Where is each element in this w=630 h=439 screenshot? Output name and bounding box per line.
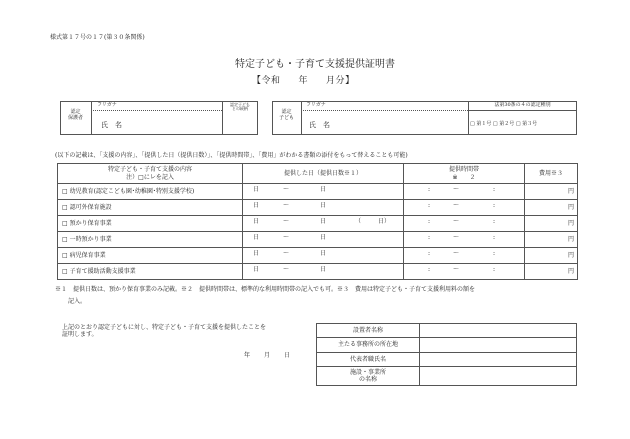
representative-field[interactable]	[420, 353, 577, 367]
provider-field[interactable]	[420, 324, 577, 338]
row-fee[interactable]: 円	[525, 200, 578, 216]
row-time[interactable]: : 〜 :	[404, 248, 525, 264]
row-date[interactable]: 日 〜 日	[243, 184, 404, 200]
header-time: 提供時間帯 ※ ２	[404, 164, 525, 184]
cert-type-3-checkbox[interactable]: □ 第３号	[515, 121, 538, 127]
child-label: 認定 子ども	[278, 109, 294, 121]
table-header-row	[58, 164, 578, 184]
period-open: 【	[252, 76, 262, 86]
facility-name-label: 施設・事業所 の名称	[317, 367, 420, 386]
guardian-furigana-label: フリガナ	[97, 102, 117, 108]
office-address-field[interactable]	[420, 338, 577, 353]
row-content-checkbox[interactable]: □ 幼児教育(認定こども園･幼稚園･特別支援学校)	[58, 184, 243, 200]
row-content-checkbox[interactable]: □ 預かり保育事業	[58, 216, 243, 232]
period-close: 】	[345, 76, 355, 86]
table-row	[58, 200, 578, 216]
row-time[interactable]: : 〜 :	[404, 184, 525, 200]
cert-type-1-checkbox[interactable]: □ 第１号	[470, 121, 492, 127]
table-row	[58, 184, 578, 200]
representative-label: 代表者職氏名	[317, 353, 420, 367]
period-year: 年	[298, 76, 309, 86]
notes-line-1: ※１ 提供日数は、預かり保育事業のみ記載。※２ 提供時間帯は、標準的な利用時間帯の記入でも可。※３ 費用は特定子ども・子育て支援利用料の額を	[55, 286, 476, 293]
period-month: 月分	[326, 76, 346, 86]
table-row	[58, 232, 578, 248]
facility-name-field[interactable]	[420, 367, 577, 386]
row-time[interactable]: : 〜 :	[404, 200, 525, 216]
certification-text: 上記のとおり認定子どもに対し、特定子ども・子育て支援を提供したことを 証明します。	[62, 324, 267, 339]
table-row	[58, 248, 578, 264]
row-content-checkbox[interactable]: □ 認可外保育施設	[58, 200, 243, 216]
row-time[interactable]: : 〜 :	[404, 216, 525, 232]
row-fee[interactable]: 円	[525, 216, 578, 232]
period-line	[252, 73, 355, 86]
provider-table	[316, 323, 577, 386]
row-fee[interactable]: 円	[525, 184, 578, 200]
row-time[interactable]: : 〜 :	[404, 264, 525, 280]
row-fee[interactable]: 円	[525, 264, 578, 280]
row-date[interactable]: 日 〜 日	[243, 248, 404, 264]
form-title: 特定子ども・子育て支援提供証明書	[235, 59, 395, 70]
guardian-label: 認定 保護者	[67, 109, 83, 121]
cert-type-label: 法第30条の４の認定種別	[494, 102, 551, 108]
row-date[interactable]: 日 〜 日	[243, 264, 404, 280]
row-date[interactable]: 日 〜 日 （ 日）	[243, 216, 404, 232]
relation-label: 認定子ども との続柄	[230, 102, 250, 112]
cert-type-options	[470, 122, 537, 128]
child-name-label: 氏 名	[309, 121, 330, 129]
cert-type-2-checkbox[interactable]: □ 第２号	[492, 121, 515, 127]
table-row	[58, 216, 578, 232]
office-address-label: 主たる事務所の所在地	[317, 338, 420, 353]
row-time[interactable]: : 〜 :	[404, 232, 525, 248]
certification-date: 年 月 日	[244, 352, 291, 359]
period-era: 令和	[261, 76, 281, 86]
child-furigana-label: フリガナ	[306, 102, 326, 108]
form-number: 様式第１７号の１７(第３０条関係)	[50, 34, 145, 41]
header-content: 特定子ども・子育て支援の内容 注）□にレを記入	[58, 164, 243, 184]
row-fee[interactable]: 円	[525, 248, 578, 264]
guardian-name-label: 氏 名	[101, 121, 122, 129]
row-fee[interactable]: 円	[525, 232, 578, 248]
table-row	[58, 264, 578, 280]
header-fee: 費用※３	[525, 164, 578, 184]
row-content-checkbox[interactable]: □ 病児保育事業	[58, 248, 243, 264]
row-content-checkbox[interactable]: □ 一時預かり事業	[58, 232, 243, 248]
intro-note: (以下の記載は、「支援の内容」、「提供した日（提供日数）」、「提供時間帯」、「費用」がわかる書類の添付をもって替えることも可能)	[55, 152, 408, 159]
row-content-checkbox[interactable]: □ 子育て援助活動支援事業	[58, 264, 243, 280]
header-date: 提供した日（提供日数※１）	[243, 164, 404, 184]
row-date[interactable]: 日 〜 日	[243, 232, 404, 248]
service-table	[57, 163, 578, 280]
provider-label: 設置者名称	[317, 324, 420, 338]
row-date[interactable]: 日 〜 日	[243, 200, 404, 216]
notes-line-2: 記入。	[68, 298, 87, 305]
